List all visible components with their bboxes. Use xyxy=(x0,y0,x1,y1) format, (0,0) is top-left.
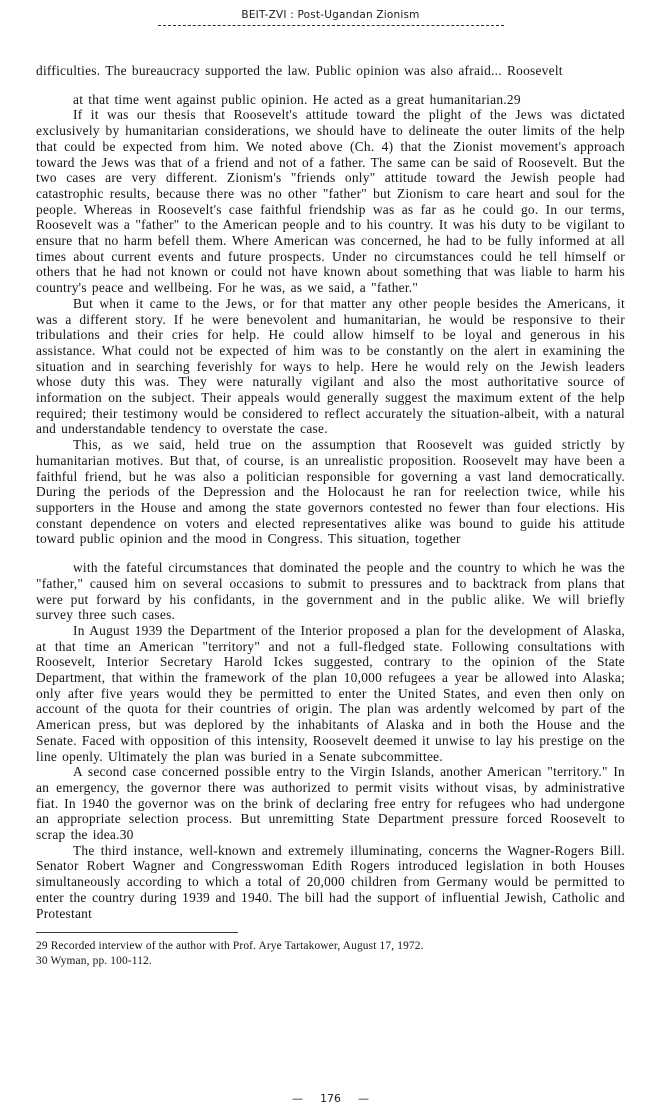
body-text xyxy=(36,63,625,921)
paragraph: But when it came to the Jews, or for that matter any other people besides the Americans, it was a different story. If he were benevolent and humanitarian, he would be responsive to their tribulations and their cries for help. He could allow himself to be loyal and generous in his assistance. What could not be expected of him was to be constantly on the alert in examining the situation and in searching feverishly for ways to help. Here he would rely on the Jewish leaders whose duty this was. They were naturally vigilant and also the most authoritative source of information on the subject. Their appeals would generally suggest the maximum extent of the help required; their testimony would be considered to reflect accurately the situation-albeit, with a natural and understandable tendency to overstate the case. xyxy=(36,295,625,437)
paragraph-continuation: difficulties. The bureaucracy supported the law. Public opinion was also afraid... Roosevelt xyxy=(36,63,563,78)
running-header-title: BEIT-ZVI : Post-Ugandan Zionism xyxy=(241,9,420,21)
footnote-30: 30 Wyman, pp. 100-112. xyxy=(36,954,152,967)
header-dashed-rule xyxy=(158,25,504,26)
paragraph: If it was our thesis that Roosevelt's attitude toward the plight of the Jews was dictated exclusively by humanitarian considerations, we should have to delineate the outer limits of the help that could be expected from him. We noted above (Ch. 4) that the Zionist movement's approach toward the Jews was that of a friend and not of a father. The same can be said of Roosevelt. But the two cases are very different. Zionism's "friends only" attitude toward the Jewish people had catastrophic results, because there was no other "father" but Zionism to care heart and soul for the people. Whereas in Roosevelt's case faithful friendship was as far as he could go. In our terms, Roosevelt was a "father" to the American people and to his country. It was his duty to be vigilant to ensure that no harm befell them. Where American was concerned, he had to be fully informed at all times about current events and future prospects. Under no circumstances could he tell himself or others that he had not known or could not have known about something that was liable to harm his country's peace and wellbeing. For he was, as we said, a "father." xyxy=(36,107,625,296)
paragraph: with the fateful circumstances that dominated the people and the country to which he was the "father," caused him on several occasions to submit to pressures and to backtrack from plans that were put forward by his confidants, in the government and in the public alike. We will briefly survey three such cases. xyxy=(36,560,625,623)
paragraph: A second case concerned possible entry to the Virgin Islands, another American "territory." In an emergency, the governor there was authorized to permit visits without visas, by administrative fiat. In 1940 the governor was on the brink of declaring free entry for refugees who had undergone an appropriate selection process. But unremitting State Department pressure forced Roosevelt to scrap the idea.30 xyxy=(36,764,625,843)
page-number: 176 xyxy=(320,1092,341,1105)
paragraph: This, as we said, held true on the assumption that Roosevelt was guided strictly by humanitarian motives. But that, of course, is an unrealistic proposition. Roosevelt may have been a faithful friend, but he was also a politician responsible for governing a vast land democratically. During the periods of the Depression and the Holocaust he ran for reelection twice, while his supporters in the House and among the state governors contested no fewer than four elections. His constant dependence on voters and elected representatives alike was bound to guide his attitude toward public opinion and the mood in Congress. This situation, together xyxy=(36,437,625,547)
running-header xyxy=(0,0,661,26)
footer-left-dash: — xyxy=(292,1092,303,1105)
footnote-separator-rule xyxy=(36,932,238,933)
footer-right-dash: — xyxy=(358,1092,369,1105)
footnote-29: 29 Recorded interview of the author with Prof. Arye Tartakower, August 17, 1972. xyxy=(36,940,424,953)
paragraph-quote-end: at that time went against public opinion. He acted as a great humanitarian.29 xyxy=(73,91,521,107)
page-number-footer xyxy=(0,1092,661,1105)
paragraph: In August 1939 the Department of the Interior proposed a plan for the development of Alaska, at that time an American "territory" and not a full-fledged state. Following consultations with Roosevelt, Interior Secretary Harold Ickes suggested, contrary to the opinion of the State Department, that within the framework of the plan 10,000 refugees a year be allowed into Alaska; only after five years would they be permitted to enter the United States, and even then only on account of the quota for their countries of origin. The plan was ardently welcomed by part of the American press, but was deplored by the inhabitants of Alaska and in both the House and the Senate. Faced with opposition of this intensity, Roosevelt deemed it unwise to lay his prestige on the line openly. Ultimately the plan was buried in a Senate subcommittee. xyxy=(36,622,625,764)
paragraph: The third instance, well-known and extremely illuminating, concerns the Wagner-Rogers Bill. Senator Robert Wagner and Congresswoman Edith Rogers introduced legislation in both Houses simultaneously according to which a total of 20,000 children from Germany would be permitted to enter the country during 1939 and 1940. The bill had the support of influential Jewish, Catholic and Protestant xyxy=(36,842,625,921)
footnotes xyxy=(36,939,625,968)
